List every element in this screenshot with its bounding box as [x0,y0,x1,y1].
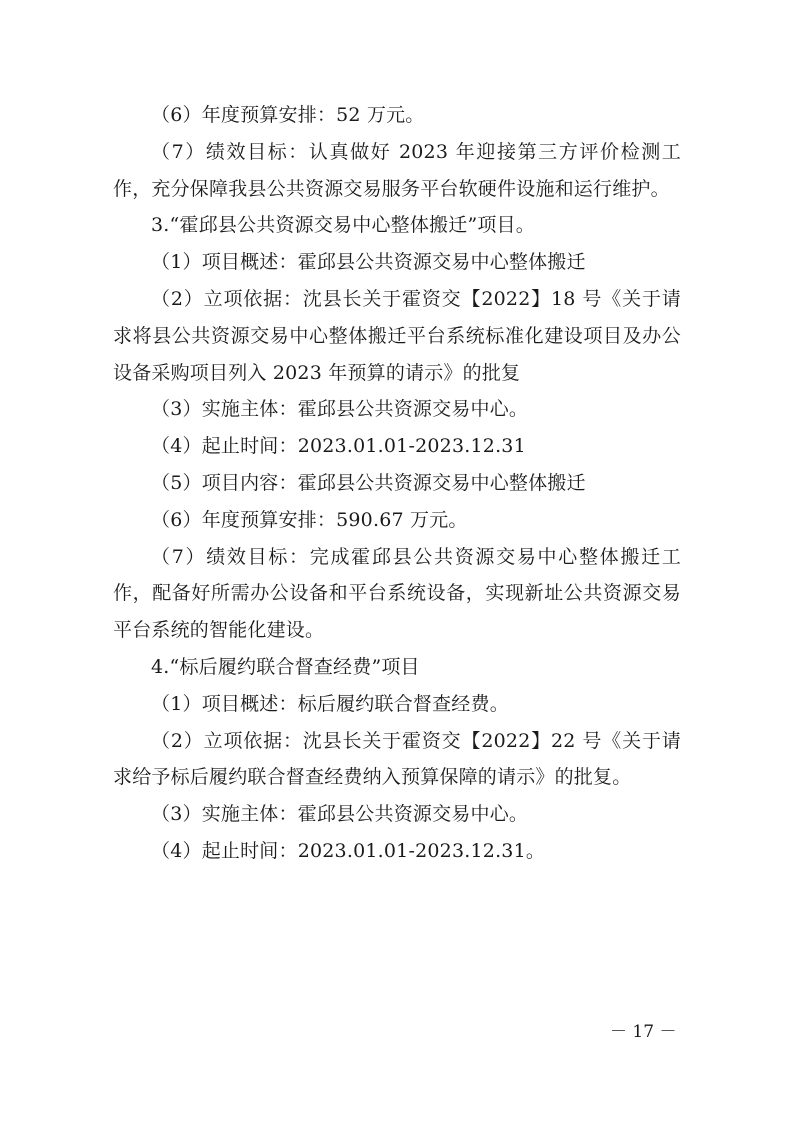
paragraph-project-4-implementer: （3）实施主体：霍邱县公共资源交易中心。 [151,803,529,826]
paragraph-project-4-basis: （2）立项依据：沈县长关于霍资交【2022】22 号《关于请求给予标后履约联合督查经费纳入预算保障的请示》的批复。 [113,729,681,789]
paragraph-project-3-basis: （2）立项依据：沈县长关于霍资交【2022】18 号《关于请求将县公共资源交易中心整体搬迁平台系统标准化建设项目及办公设备采购项目列入 2023 年预算的请示》的批复 [113,287,681,384]
paragraph-project-3-period: （4）起止时间：2023.01.01-2023.12.31 [151,435,526,458]
paragraph-project-3-implementer: （3）实施主体：霍邱县公共资源交易中心。 [151,398,529,421]
paragraph-project-3-overview: （1）项目概述：霍邱县公共资源交易中心整体搬迁 [151,251,586,274]
paragraph-project-4-period: （4）起止时间：2023.01.01-2023.12.31。 [151,839,546,862]
paragraph-budget-6: （6）年度预算安排：52 万元。 [151,104,425,126]
paragraph-project-3-goal: （7）绩效目标：完成霍邱县公共资源交易中心整体搬迁工作，配备好所需办公设备和平台系统设备，实现新址公共资源交易平台系统的智能化建设。 [113,545,681,642]
paragraph-project-3-budget: （6）年度预算安排：590.67 万元。 [151,508,468,531]
document-body [113,97,681,870]
paragraph-project-4-overview: （1）项目概述：标后履约联合督查经费。 [151,692,509,715]
paragraph-performance-goal-7: （7）绩效目标：认真做好 2023 年迎接第三方评价检测工作，充分保障我县公共资源交易服务平台软硬件设施和运行维护。 [113,140,681,200]
paragraph-project-4-heading: 4.“标后履约联合督查经费”项目 [151,655,420,678]
page-number: － 17 － [610,1022,677,1042]
paragraph-project-3-content: （5）项目内容：霍邱县公共资源交易中心整体搬迁 [151,471,586,494]
paragraph-project-3-heading: 3.“霍邱县公共资源交易中心整体搬迁”项目。 [151,214,535,237]
